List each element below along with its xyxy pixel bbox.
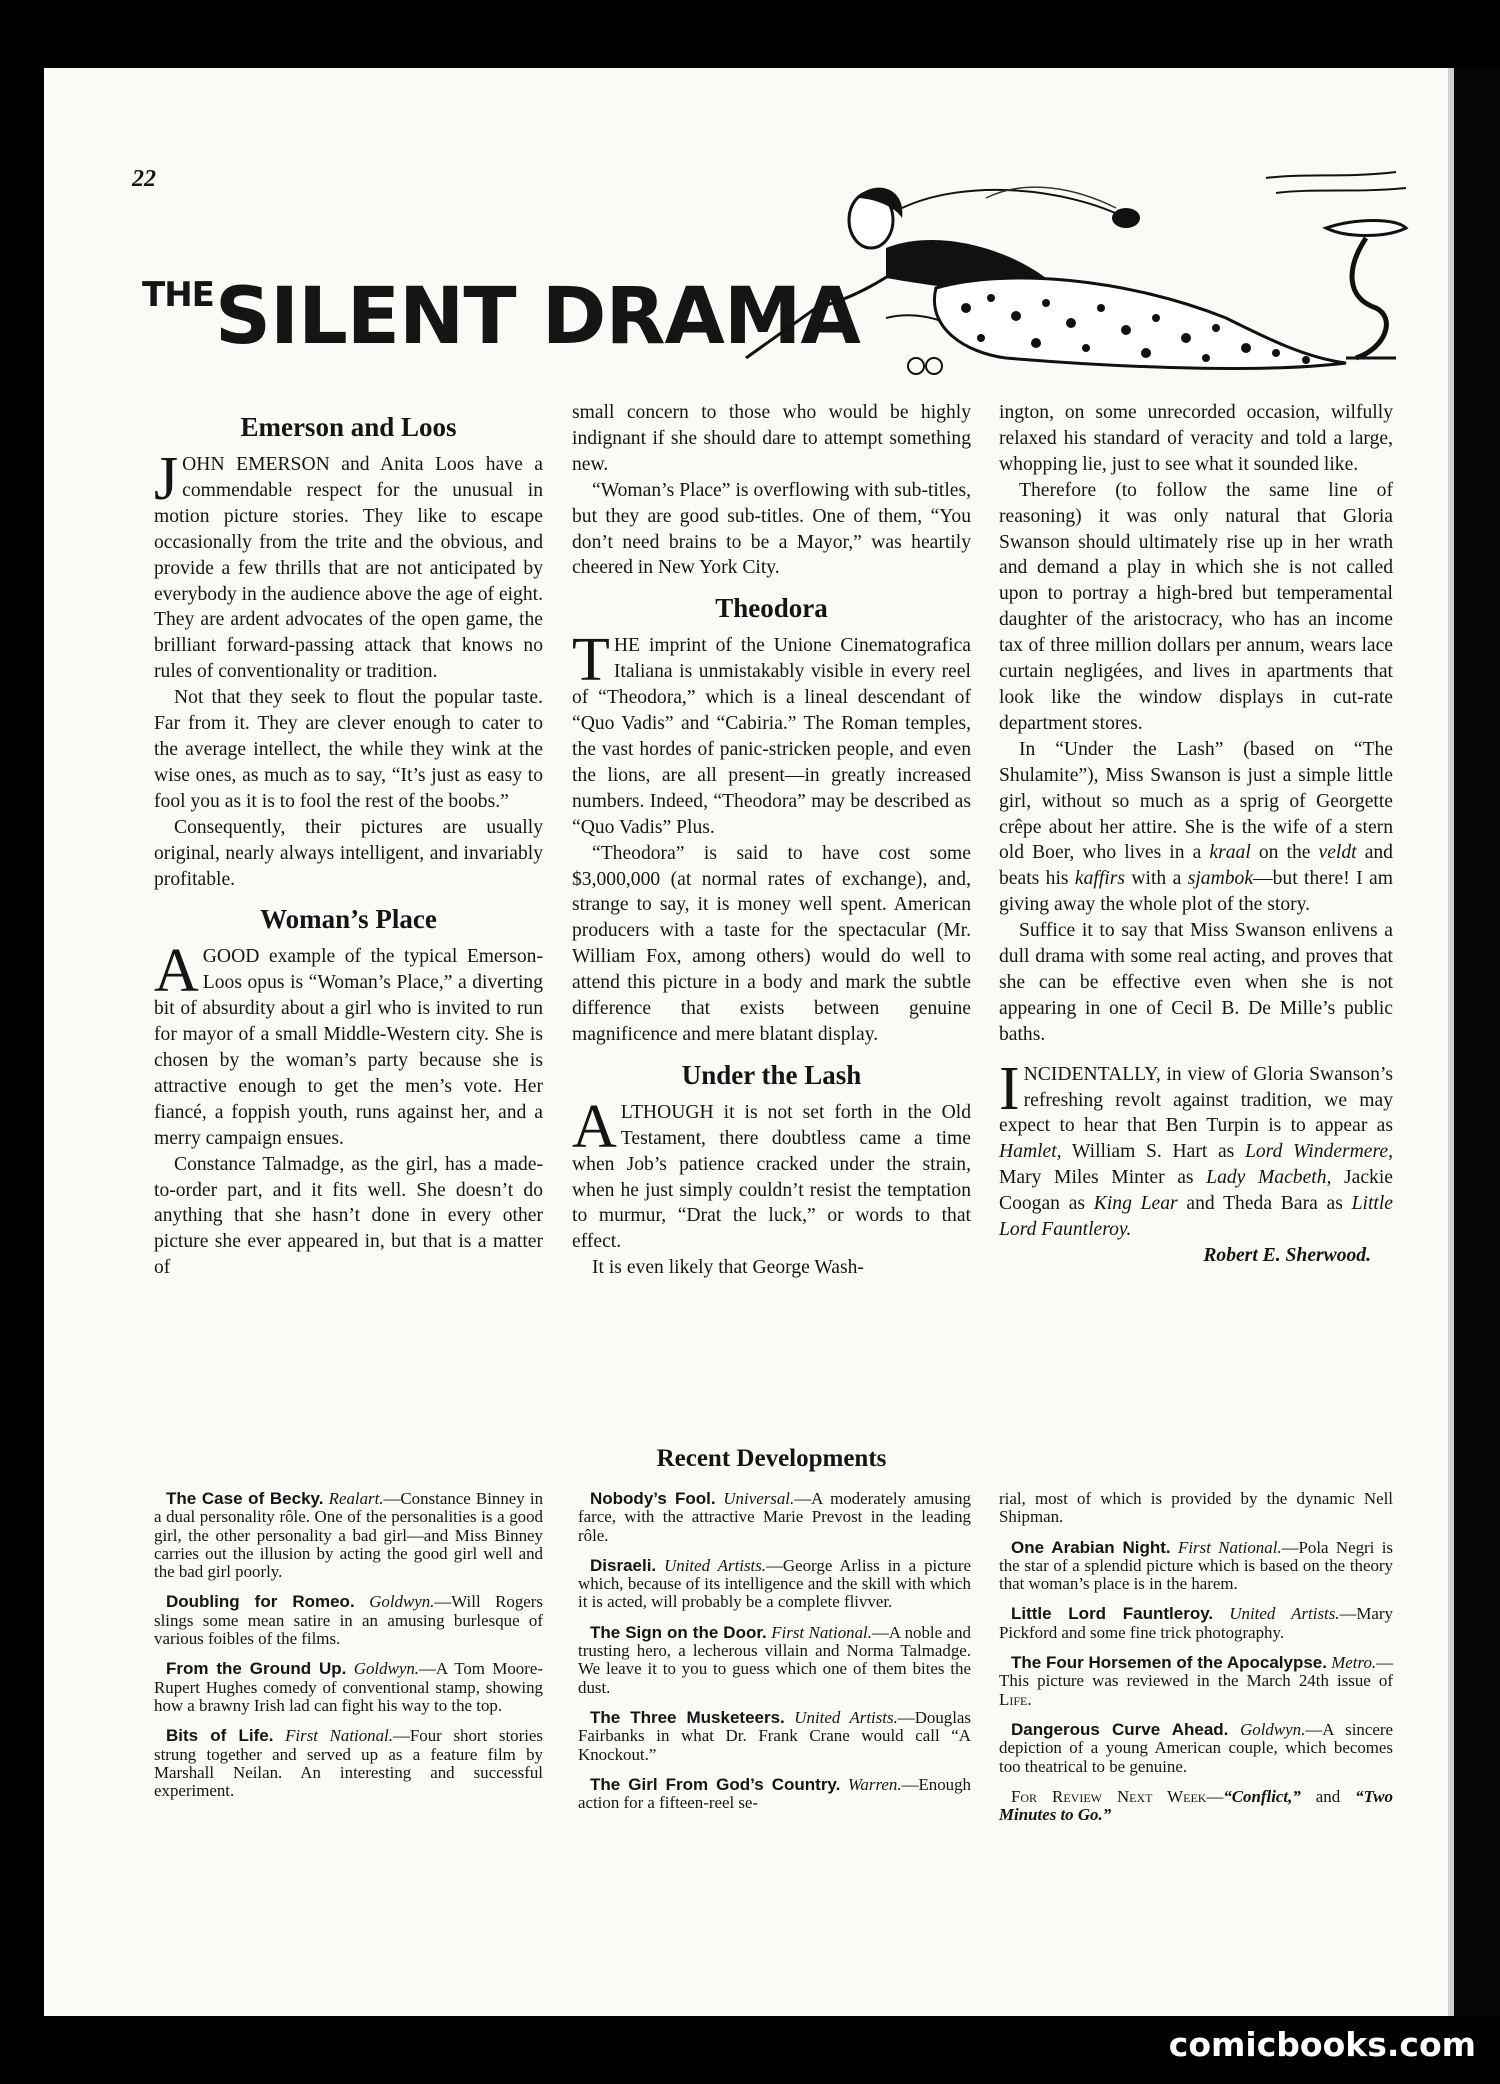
- reclining-woman-illustration: [706, 158, 1410, 376]
- text-run: Lady Macbeth,: [1206, 1167, 1332, 1189]
- drop-cap: T: [572, 626, 610, 695]
- text-run: —but there! I am giving away the whole plot of the story.: [999, 868, 1393, 916]
- review-item: [154, 1490, 543, 1581]
- studio-name: First National.: [285, 1726, 393, 1746]
- article-column-1: [154, 400, 543, 1281]
- review-text: —Pola Negri is the star of a splendid picture which is based on the theory that woman’s place is in the harem.: [999, 1537, 1394, 1594]
- drop-cap: A: [154, 937, 199, 1006]
- review-text: —A Tom Moore-Rupert Hughes comedy of conventional stamp, showing how a brawny Irish lad can fight his way to the top.: [154, 1659, 543, 1715]
- paragraph: It is even likely that George Wash-: [592, 1257, 864, 1279]
- paragraph: small concern to those who would be highly indignant if she should dare to attempt something new.: [572, 402, 971, 475]
- film-title: Little Lord Fauntleroy.: [1011, 1604, 1214, 1624]
- studio-name: United Artists.: [664, 1555, 767, 1575]
- drop-cap: A: [572, 1092, 617, 1161]
- text-run: Jackie Coogan as: [999, 1167, 1393, 1215]
- drop-cap: J: [154, 445, 179, 513]
- review-text: —A sincere depiction of a young American couple, which becomes too theatrical to be genuine.: [999, 1719, 1393, 1776]
- paragraph: Constance Talmadge, as the girl, has a made-to-order part, and it fits well. She doesn’t do anything that she hasn’t done in every other picture she ever appeared in, but that is a matter of: [154, 1153, 543, 1279]
- text-run: In “Under the Lash” (based on “The Shulamite”), Miss Swanson is just a simple little girl, without so much as a sprig of Georgette crêpe about her attire. She is the wife of a stern old Boer, who lives in a: [999, 738, 1393, 864]
- film-title: The Four Horsemen of the Apocalypse.: [1011, 1653, 1327, 1673]
- author-byline: Robert E. Sherwood.: [1203, 1245, 1371, 1266]
- studio-name: First National.: [771, 1622, 872, 1642]
- review-item: [999, 1539, 1393, 1594]
- text-run: Mary Miles Minter as: [999, 1167, 1207, 1189]
- scan-background: [1454, 68, 1500, 2016]
- text-run: and Theda Bara as: [1177, 1193, 1352, 1215]
- studio-name: Realart.: [328, 1489, 384, 1508]
- studio-name: First National.: [1178, 1537, 1282, 1557]
- text-run: Hamlet,: [999, 1141, 1062, 1163]
- review-item: [578, 1557, 971, 1612]
- review-item: [999, 1605, 1393, 1642]
- film-title: The Girl From God’s Country.: [590, 1774, 841, 1794]
- review-item: [154, 1727, 543, 1800]
- review-item: [999, 1721, 1393, 1776]
- review-item: rial, most of which is provided by the dynamic Nell Shipman.: [999, 1489, 1393, 1527]
- paragraph: Therefore (to follow the same line of reasoning) it was only natural that Gloria Swanson should ultimately rise up in her wrath and demand a play in which she is not called upon to portray a high-bred but temperamental daughter of the aristocracy, who has an income tax of three million dollars per annum, wears lace curtain negligées, and lives in apartments that look like the window displays in cut-rate department stores.: [999, 479, 1393, 734]
- studio-name: Warren.: [847, 1774, 902, 1794]
- text-run: veldt: [1318, 842, 1357, 864]
- paragraph: [154, 937, 543, 1151]
- review-item: [154, 1593, 543, 1648]
- paragraph-text: HE imprint of the Unione Cinematografica Italiana is unmistakably visible in every reel of “Theodora,” which is a lineal descendant of “Quo Vadis” and “Cabiria.” The Roman temples, the vast hordes of panic-stricken people, and even the lions, are all present—in greatly increased numbers. Indeed, “Theodora” may be described as “Quo Vadis” Plus.: [572, 635, 971, 838]
- footer-text: and: [1300, 1786, 1356, 1806]
- review-text: —A moderately amusing farce, with the attractive Marie Prevost in the leading rôle.: [578, 1489, 971, 1545]
- review-text: —Four short stories strung together and served up as a feature film by Marshall Neilan. An interesting and successful experiment.: [154, 1726, 543, 1801]
- paragraph: [999, 737, 1393, 918]
- review-text: —Constance Binney in a dual personality rôle. One of the personalities is a good girl, the other personality a bad girl—and Miss Binney carries out the illusion by acting the good girl well and the bad girl poorly.: [154, 1489, 544, 1582]
- text-run: kaffirs: [1074, 868, 1125, 890]
- paragraph: Not that they seek to flout the popular taste. Far from it. They are clever enough to cater to the average intellect, the while they wink at the wise ones, as much as to say, “It’s just as easy to fool you as it is to fool the rest of the boobs.”: [154, 687, 543, 812]
- studio-name: Universal.: [723, 1489, 795, 1508]
- text-run: NCIDENTALLY, in view of Gloria Swanson’s refreshing revolt against tradition, we may expect to hear that Ben Turpin is to appear as: [999, 1063, 1393, 1137]
- review-item: [578, 1490, 971, 1545]
- review-item: [578, 1624, 971, 1697]
- film-title: Disraeli.: [590, 1555, 657, 1575]
- text-run: on the: [1250, 842, 1319, 864]
- review-text: —This picture was reviewed in the March 24th issue of: [999, 1653, 1393, 1691]
- film-title: Bits of Life.: [166, 1726, 274, 1746]
- paragraph: “Theodora” is said to have cost some $3,000,000 (at normal rates of exchange), and, strange to say, it is money well spent. American producers with a taste for the spectacular (Mr. William Fox, among others) would do well to attend this picture in a body and mark the subtle difference that exists between genuine magnificence and mere blatant display.: [572, 842, 971, 1045]
- film-title: The Case of Becky.: [166, 1489, 324, 1508]
- review-text: —Douglas Fairbanks in what Dr. Frank Crane would call “A Knockout.”: [578, 1707, 971, 1764]
- review-item: [578, 1776, 971, 1813]
- drop-cap: I: [999, 1054, 1020, 1123]
- film-title: The Three Musketeers.: [590, 1707, 785, 1727]
- article-column-2: [572, 400, 971, 1281]
- text-run: Little Lord Fauntleroy.: [999, 1193, 1393, 1241]
- paragraph-text: LTHOUGH it is not set forth in the Old Testament, there doubtless came a time when Job’s patience cracked under the strain, when he just simply couldn’t resist the temptation to murmur, “Drat the luck,” or words to that effect.: [572, 1101, 971, 1253]
- film-title: Doubling for Romeo.: [166, 1592, 355, 1612]
- review-item: [578, 1709, 971, 1764]
- footer-film: “Conflict,”: [1223, 1786, 1301, 1806]
- text-run: William S. Hart as: [1061, 1141, 1245, 1163]
- paragraph: [572, 1092, 971, 1255]
- studio-name: United Artists.: [1229, 1604, 1340, 1624]
- studio-name: Goldwyn.: [1240, 1719, 1306, 1739]
- recent-column-2: [578, 1490, 971, 1824]
- footer-prefix: For Review Next Week—: [1011, 1786, 1224, 1806]
- studio-name: Goldwyn.: [369, 1592, 435, 1612]
- film-title: Dangerous Curve Ahead.: [1011, 1719, 1229, 1739]
- review-text: —Mary Pickford and some fine trick photography.: [999, 1604, 1393, 1642]
- review-text: —A noble and trusting hero, a lecherous villain and Norma Talmadge. We leave it to you to guess which one of them bites the dust.: [578, 1622, 972, 1697]
- film-title: The Sign on the Door.: [590, 1622, 767, 1642]
- paragraph-text: OHN EMERSON and Anita Loos have a commendable respect for the unusual in motion picture stories. They like to escape occasionally from the trite and the obvious, and provide a few thrills that are not anticipated by everybody in the audience above the age of eight. They are ardent advocates of the open game, the brilliant forward-passing attack that knows no rules of conventionality or tradition.: [154, 454, 543, 683]
- film-title: Nobody’s Fool.: [590, 1489, 716, 1508]
- masthead-prefix: THE: [142, 275, 214, 315]
- text-run: kraal: [1209, 842, 1251, 864]
- recent-column-1: [154, 1490, 543, 1812]
- review-text: —George Arliss in a picture which, because of its intelligence and the skill with which it is acted, will probably be a complete flivver.: [578, 1555, 971, 1612]
- next-week-note: [999, 1788, 1393, 1825]
- studio-name: United Artists.: [794, 1707, 898, 1727]
- paragraph-text: GOOD example of the typical Emerson-Loos opus is “Woman’s Place,” a diverting bit of absurdity about a girl who is invited to run for mayor of a small Middle-Western city. She is chosen by the woman’s party because she is attractive enough to get the men’s vote. Her fiancé, a foppish youth, runs against her, and a merry campaign ensues.: [154, 946, 543, 1149]
- paragraph: ington, on some unrecorded occasion, wilfully relaxed his standard of veracity and told a large, whopping lie, just to see what it sounded like.: [999, 402, 1393, 475]
- paragraph: Suffice it to say that Miss Swanson enlivens a dull drama with some real acting, and proves that she can be effective even when she is not appearing in one of Cecil B. De Mille’s public baths.: [999, 920, 1393, 1045]
- section-heading: Emerson and Loos: [240, 412, 457, 442]
- paragraph: [572, 626, 971, 840]
- review-text: —Enough action for a fifteen-reel se-: [578, 1774, 971, 1813]
- text-run: Lord Windermere,: [1244, 1141, 1393, 1163]
- text-run: with a: [1125, 868, 1188, 890]
- magazine-name: Life.: [999, 1689, 1032, 1709]
- recent-developments-heading: Recent Developments: [656, 1445, 887, 1472]
- text-run: sjambok: [1187, 868, 1254, 890]
- review-text: —Will Rogers slings some mean satire in an amusing burlesque of various foibles of the films.: [154, 1592, 543, 1649]
- paragraph: [999, 1054, 1393, 1243]
- film-title: From the Ground Up.: [166, 1659, 347, 1679]
- footer-film: “Two Minutes to Go.”: [999, 1786, 1393, 1825]
- review-item: [154, 1660, 543, 1715]
- film-title: One Arabian Night.: [1011, 1537, 1171, 1557]
- review-item: [999, 1654, 1393, 1709]
- studio-name: Metro.: [1331, 1653, 1377, 1673]
- page-number: 22: [132, 166, 156, 192]
- paragraph: Consequently, their pictures are usually original, nearly always intelligent, and invariably profitable.: [154, 816, 543, 890]
- studio-name: Goldwyn.: [353, 1659, 419, 1679]
- section-heading: Woman’s Place: [260, 904, 437, 935]
- text-run: and beats his: [999, 842, 1393, 890]
- section-heading: Theodora: [715, 593, 828, 624]
- section-heading: Under the Lash: [681, 1059, 862, 1090]
- recent-column-3: [999, 1490, 1393, 1836]
- watermark: comicbooks.com: [1168, 2025, 1476, 2064]
- paragraph: “Woman’s Place” is overflowing with sub-titles, but they are good sub-titles. One of them, “You don’t need brains to be a Mayor,” was heartily cheered in New York City.: [572, 479, 971, 579]
- article-column-3: [999, 400, 1393, 1269]
- paragraph: [154, 445, 543, 685]
- text-run: King Lear: [1093, 1193, 1178, 1215]
- masthead-title: SILENT DRAMA: [214, 272, 860, 362]
